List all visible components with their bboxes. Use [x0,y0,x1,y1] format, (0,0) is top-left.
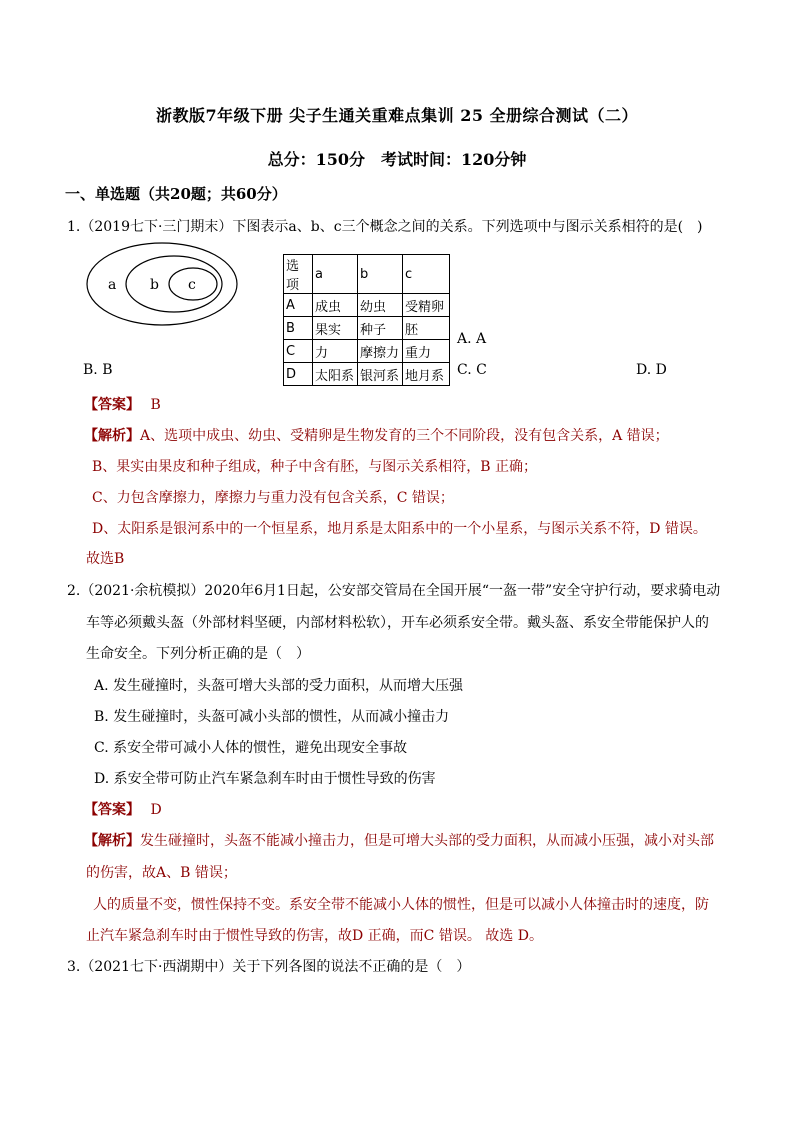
analysis-label: 【解析】 [84,833,140,849]
q1-analysis-line: B、果实由果皮和种子组成，种子中含有胚，与图示关系相符，B 正确； [92,459,538,475]
q1-conclusion: 故选B [86,551,125,567]
table-row [284,294,450,317]
table-header-cell: b [358,255,403,294]
q2-option-a: A. 发生碰撞时，头盔可增大头部的受力面积，从而增大压强 [94,678,464,694]
table-cell: 重力 [403,340,450,363]
q1-analysis-line: C、力包含摩擦力，摩擦力与重力没有包含关系，C 错误； [92,490,454,506]
table-cell: 摩擦力 [358,340,403,363]
answer-value: D [150,802,162,818]
answer-value: B [150,397,161,413]
q2-stem-line: 生命安全。下列分析正确的是（ ） [86,646,310,662]
table-cell: 果实 [313,317,358,340]
table-cell: 胚 [403,317,450,340]
table-cell: 受精卵 [403,294,450,317]
table-cell: A [284,294,313,317]
venn-label-a: a [108,277,117,293]
table-header-cell: a [313,255,358,294]
q2-analysis-line: 人的质量不变，惯性保持不变。系安全带不能减小人体的惯性，但是可以减小人体撞击时的速度，防 [93,897,709,913]
venn-diagram [84,238,244,332]
q1-option-d: D. D [636,362,667,378]
q1-option-b: B. B [83,362,113,378]
table-cell: 力 [313,340,358,363]
q2-stem-line: 2.（2021·余杭模拟）2020年6月1日起，公安部交管局在全国开展“一盔一带”安全守护行动，要求骑电动 [67,583,721,599]
table-header-cell: 选项 [284,255,313,294]
middle-ellipse-b [126,256,222,312]
q3-stem: 3.（2021七下·西湖期中）关于下列各图的说法不正确的是（ ） [67,959,471,975]
q2-stem-line: 车等必须戴头盔（外部材料坚硬，内部材料松软），开车必须系安全带。戴头盔、系安全带能保护人的 [86,615,709,631]
q2-analysis-line: 的伤害，故A、B 错误； [86,865,237,881]
q2-option-c: C. 系安全带可减小人体的惯性，避免出现安全事故 [94,740,408,756]
table-cell: 种子 [358,317,403,340]
analysis-text: A、选项中成虫、幼虫、受精卵是生物发育的三个不同阶段，没有包含关系，A 错误； [140,428,669,444]
table-row [284,340,450,363]
q2-analysis-line: 止汽车紧急刹车时由于惯性导致的伤害，故D 正确，而C 错误。 故选 D。 [86,928,543,944]
table-cell: 太阳系 [313,363,358,386]
table-cell: 成虫 [313,294,358,317]
table-cell: C [284,340,313,363]
q1-option-a: A. A [457,331,487,347]
table-header-row [284,255,450,294]
q2-analysis-line [84,830,714,850]
table-cell: 幼虫 [358,294,403,317]
analysis-label: 【解析】 [84,428,140,444]
q1-analysis-line: D、太阳系是银河系中的一个恒星系，地月系是太阳系中的一个小星系，与图示关系不符，D 错误。 [92,521,707,537]
options-table [283,254,450,386]
q1-stem: 1.（2019七下·三门期末）下图表示a、b、c三个概念之间的关系。下列选项中与图示关系相符的是( ) [67,219,703,235]
table-row [284,363,450,386]
table-cell: B [284,317,313,340]
exam-info: 总分：150分 考试时间：120分钟 [267,150,527,169]
table-header-cell: c [403,255,450,294]
q2-answer [84,799,162,819]
venn-label-c: c [188,277,196,293]
q1-analysis-line [84,425,669,445]
q1-answer [84,394,161,414]
table-cell: 地月系 [403,363,450,386]
analysis-text: 发生碰撞时，头盔不能减小撞击力，但是可增大头部的受力面积，从而减小压强，减小对头部 [140,833,714,849]
table-cell: 银河系 [358,363,403,386]
q1-option-c: C. C [457,362,487,378]
table-row [284,317,450,340]
table-cell: D [284,363,313,386]
q2-option-b: B. 发生碰撞时，头盔可减小头部的惯性，从而减小撞击力 [94,709,450,725]
answer-label: 【答案】 [84,802,140,818]
document-title: 浙教版7年级下册 尖子生通关重难点集训 25 全册综合测试（二） [155,106,639,125]
section-heading: 一、单选题（共20题；共60分） [65,185,287,203]
answer-label: 【答案】 [84,397,140,413]
q2-option-d: D. 系安全带可防止汽车紧急刹车时由于惯性导致的伤害 [94,771,436,787]
venn-label-b: b [150,277,159,293]
